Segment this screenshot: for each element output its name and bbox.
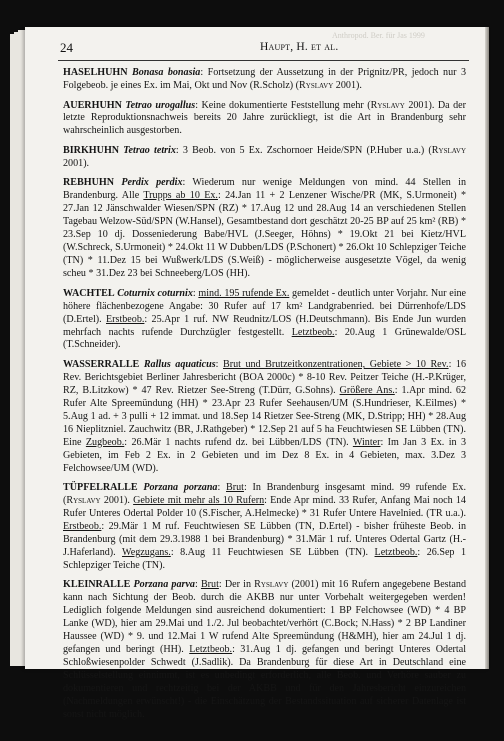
underlined-heading: Trupps ab 10 Ex.: [143, 190, 218, 202]
underlined-heading: Brut: [200, 579, 219, 591]
page-number: 24: [60, 40, 73, 55]
entry-text: 2001). Da der letzte Reproduktionsnachweis bereits 20 Jahre zurückliegt, ist die Art in Brandenburg sehr wahrscheinlich ausgestorben.: [63, 99, 466, 137]
underlined-heading: Größere Ans.: [339, 384, 395, 396]
species-common-name: TÜPFELRALLE: [63, 482, 138, 494]
entry-text: : In Brandenburg insgesamt mind. 99 rufende Ex. (: [63, 482, 467, 507]
entry-text: : 26.Mär 1 nachts rufend dz. bei Lübben/LDS (TN).: [124, 436, 353, 448]
underlined-heading: Winter: [352, 436, 381, 448]
underlined-heading: Letztbeob.: [291, 326, 335, 338]
species-scientific-name: Rallus aquaticus: [143, 359, 216, 371]
entry-text: : Wiederum nur wenige Meldungen von mind. 44 Stellen in Brandenburg. Alle: [63, 177, 467, 202]
entry-text: : Ende Apr mind. 33 Rufer, Anfang Mai noch 14 Rufer Unteres Odertal Polder 10 (S.Fischer, A.Helmecke) * 31 Rufer Untere Havelnied. (TR u.a.).: [63, 495, 466, 520]
entry-text: :: [194, 579, 201, 591]
underlined-heading: Letztbeob.: [374, 546, 418, 558]
underlined-heading: Zugbeob.: [85, 436, 125, 448]
species-scientific-name: Bonasa bonasia: [131, 67, 201, 78]
species-entry: [63, 482, 466, 573]
citation-author: Ryslavy: [431, 144, 467, 156]
running-title: Haupt, H. et al.: [260, 41, 339, 53]
species-common-name: AUERHUHN: [63, 99, 122, 111]
entry-text: : 31.Aug 1 dj. gefangen und beringt Unteres Odertal Schloßwiesenpolder Schwedt (J.Sadlik). Da Brandenburg für diese Art in Deutschland eine Schlüsselstellung einnimmt, ist es unbedingt erforderlich, alle Beob. und Verhöre sauber zu dokumentieren und rechtzeitig bei der AKBB und für den Jahresbericht einzureichen (Nachmeldungen erwünscht!) - die Einschätzung der Bestandssituation auf sicherer Datenlage ist sonst nicht möglich.: [63, 644, 466, 720]
header-rule: [58, 60, 469, 61]
entry-text: : 1.Apr mind. 62 Rufer Alte Spreemündung (HH) * 23.Apr 23 Rufer Seehausen/UM (S.Hundrieser, K.Eilmes) * 5.Aug 1 ad. + 3 pulli + 12 immat. und 18.Sep 14 Rietzer See-Streng (MK, D.Stripp; HH) * 28.Aug 16 Nieplitzniel. Zauchwitz (BR, J.Rathgeber) * 12.Sep 21 auf 5 ha Feuchtwiesen SE Lübben (TN). Eine: [63, 384, 466, 448]
bleed-through-text: Anthropod. Ber. für Jas 1999: [332, 31, 425, 40]
species-entry: [63, 100, 466, 139]
entry-text: 2001).: [63, 157, 90, 169]
page-body: [63, 67, 466, 729]
species-scientific-name: Tetrao urogallus: [125, 99, 196, 111]
entry-text: : 26.Sep 1 Schlepziger Teiche (TN).: [63, 546, 467, 571]
species-entry: [63, 145, 466, 171]
underlined-heading: mind. 195 rufende Ex.: [198, 287, 290, 299]
running-head: [60, 31, 474, 58]
citation-author: Ryslavy: [66, 495, 101, 507]
underlined-heading: Erstbeob.: [63, 521, 102, 533]
citation-author: Ryslavy: [299, 79, 334, 91]
species-entry: [63, 359, 466, 476]
entry-text: : 16 Rev. Berichtsgebiet Berliner Jahresbericht (BOA 2000c) * 8-10 Rev. Peitzer Teiche (H.-P.Krüger, RZ, B.Litzkow) * 47 Rev. Rietzer See-Streng (T.Dürr, G.Sohns).: [63, 359, 466, 396]
page-gutter: [485, 27, 489, 669]
underlined-heading: Brut und Brutzeitkonzentrationen, Gebiete > 10 Rev.: [223, 359, 449, 371]
entry-text: :: [192, 287, 199, 299]
species-entry: [63, 67, 466, 93]
underlined-heading: Wegzugans.: [122, 546, 171, 558]
entry-text: : Der in: [218, 579, 255, 591]
citation-author: Ryslavy: [370, 99, 405, 111]
underlined-heading: Letztbeob.: [189, 644, 233, 656]
entry-text: : 8.Aug 11 Feuchtwiesen SE Lübben (TN).: [170, 546, 375, 558]
species-common-name: KLEINRALLE: [63, 579, 131, 591]
entry-text: : Im Jan 3 Ex. in 3 Gebieten, im Feb 2 Ex. in 2 Gebieten und im Dez 8 Ex. in 4 Gebieten, max. 3.Dez 3 Felchowsee/UM (WD).: [63, 436, 466, 474]
species-entry: [63, 288, 466, 353]
species-common-name: REBHUHN: [63, 177, 115, 189]
entry-text: : Keine dokumentierte Feststellung mehr (: [195, 99, 371, 111]
species-common-name: WACHTEL: [63, 287, 115, 299]
species-scientific-name: Porzana parva: [133, 579, 195, 591]
entry-text: : 29.Mär 1 M ruf. Feuchtwiesen SE Lübben (TN, D.Ertel) - bisher früheste Beob. in Brandenburg (mit dem 29.3.1988 1 bei Brandenburg) * 31.Mär 1 ruf. Unteres Odertal Gartz (H.-J.Haferland).: [63, 521, 466, 558]
underlined-heading: Gebiete mit mehr als 10 Rufern: [133, 495, 265, 507]
entry-text: (2001) mit 16 Rufern angegebene Bestand kann nach Sichtung der Beob. durch die AKBB nur unter Vorbehalt weitergegeben werden! Lediglich folgende Meldungen sind ausreichend dokumentiert: 1 BP Felchowsee (WD) * 4 BP Lanke (WD), hier am 29.Mai und 1./2. Jul beobachtet/verhört (C.Bock; N.Hass) * 2 BP Landiner Haussee (WD) * 9. und 12.Mai 1 W rufend Alte Spreemündung (H&MH), hier am 24.Jul 1 dj. gefangen und beringt (HH).: [63, 579, 466, 656]
entry-text: :: [217, 482, 227, 494]
species-scientific-name: Tetrao tetrix: [123, 144, 176, 156]
species-scientific-name: Porzana porzana: [143, 482, 218, 494]
entry-text: gemeldet - deutlich unter Vorjahr. Nur eine höhere flächenbezogene Angabe: 30 Rufer auf 17 km² Landgrabenried. bei Dürrenhofe/LDS (D.Ertel).: [63, 287, 467, 325]
entry-text: :: [215, 359, 223, 371]
entry-text: : 3 Beob. von 5 Ex. Zschornoer Heide/SPN (P.Huber u.a.) (: [175, 144, 432, 156]
entry-text: : 25.Apr 1 ruf. NW Reudnitz/LOS (H.Deutschmann). Bis Ende Jun wurden mehrfach nachts rufende Durchzügler festgestellt.: [63, 313, 467, 338]
species-scientific-name: Coturnix coturnix: [117, 287, 193, 299]
species-common-name: HASELHUHN: [63, 67, 128, 78]
entry-text: : Fortsetzung der Aussetzung in der Prignitz/PR, jedoch nur 3 Folgebeob. je eines Ex. im Mai, Okt und Nov (R.Scholz) (: [63, 67, 466, 91]
citation-author: Ryslavy: [254, 579, 289, 591]
entry-text: 2001).: [333, 79, 362, 91]
species-entry: [63, 177, 466, 281]
species-common-name: BIRKHUHN: [63, 144, 120, 156]
entry-text: : 20.Aug 1 Grünewalde/OSL (T.Schneider).: [63, 326, 466, 351]
species-scientific-name: Perdix perdix: [121, 177, 183, 189]
species-entry: [63, 579, 466, 721]
entry-text: : 24.Jan 11 + 2 Lenzener Wische/PR (MK, S.Urmoneit) * 27.Jan 12 Jänschwalder Wiesen/SPN (RZ) * 17.Aug 12 und 28.Aug 14 an verschiedenen Stellen Tagebau Welzow-Süd/SPN (W.Hansel), Gesamtbestand dort geschätzt 20-25 BP auf 25 km² (RB) * 23.Sep 10 dj. Dosseniederung Babe/HVL (J.Seeger, Höhns) * 19.Okt 21 bei Kietz/HVL (W.Schreck, S.Urmoneit) * 24.Okt 11 W Dubben/LDS (P.Schonert) * 26.Okt 10 Schlepziger Teiche (TN) * 11.Dez 15 bei Wußwerk/LDS (S.Weiß) - möglicherweise ausgesetzte Vögel, da wenig scheu * 31.Dez 23 bei Schneeberg/LOS (HH).: [63, 190, 466, 280]
underlined-heading: Brut: [226, 482, 244, 494]
underlined-heading: Erstbeob.: [106, 313, 145, 325]
species-common-name: WASSERRALLE: [63, 359, 140, 371]
entry-text: 2001).: [100, 495, 134, 507]
